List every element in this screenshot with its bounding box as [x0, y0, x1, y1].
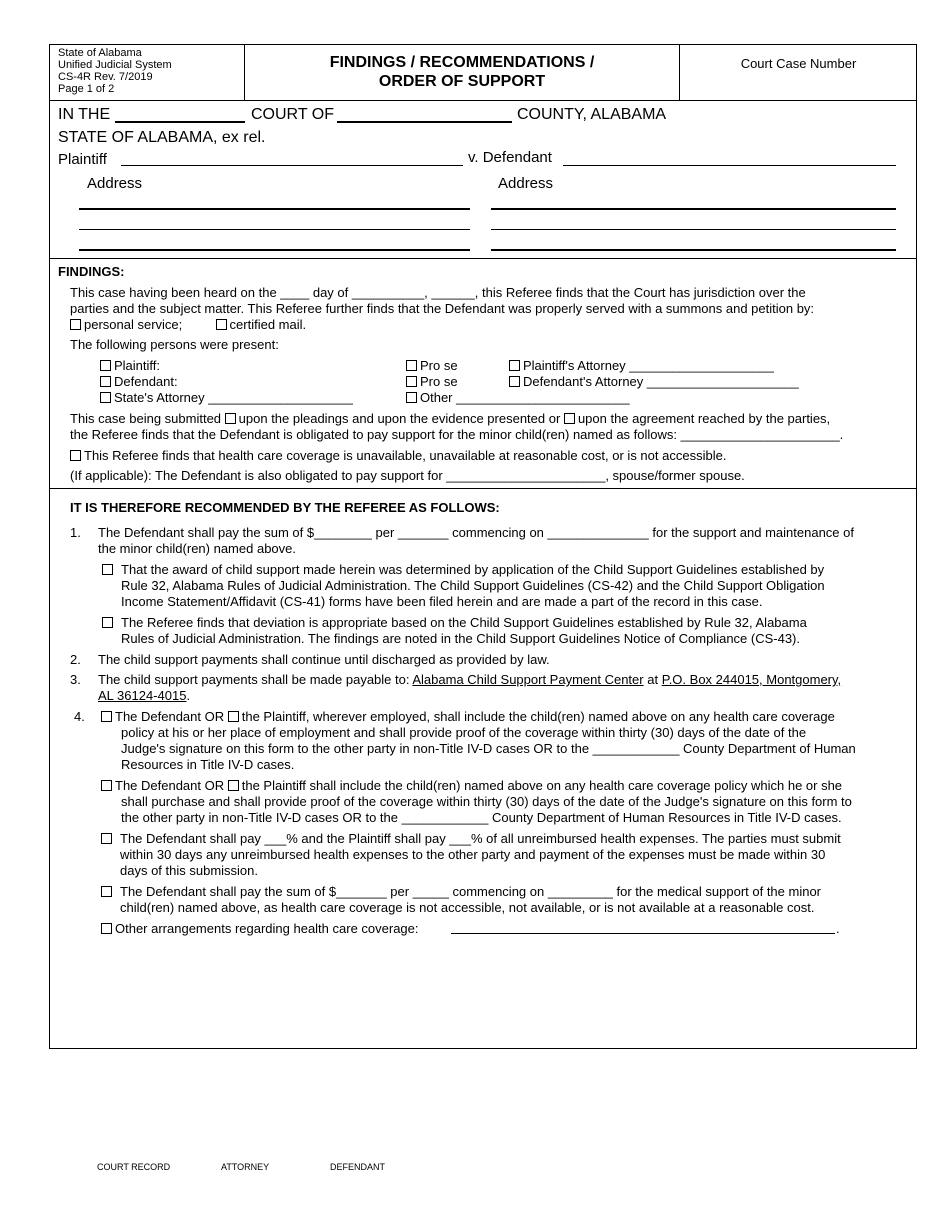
payment-address-line1: P.O. Box 244015, Montgomery,	[661, 672, 842, 687]
submitted-text-b: upon the pleadings and upon the evidence presented or	[238, 411, 561, 426]
page-number: Page 1 of 2	[58, 83, 115, 95]
item1b-line1: The Referee finds that deviation is appropriate based on the Child Support Guidelines established by Rule 32, Alabama	[121, 615, 807, 630]
personal-service-label: personal service;	[84, 317, 183, 332]
item1b	[102, 615, 116, 631]
present-intro: The following persons were present:	[70, 337, 279, 352]
pro-se-plaintiff	[406, 358, 458, 374]
item4c-line3: days of this submission.	[120, 863, 259, 878]
item4c-line2: within 30 days any unreimbursed health expenses to the other party and payment of the expenses must be made within 30	[120, 847, 826, 862]
in-the-label: IN THE	[58, 106, 111, 123]
personal-service-checkbox[interactable]	[70, 319, 81, 330]
item4c	[101, 831, 115, 847]
item3-pre: The child support payments shall be made payable to:	[98, 672, 410, 687]
court-of-label: COURT OF	[251, 106, 334, 123]
item1b-line2: Rules of Judicial Administration. The findings are noted in the Child Support Guidelines Notice of Compliance (CS-43).	[121, 631, 801, 646]
plaintiffs-attorney-checkbox[interactable]	[509, 360, 520, 371]
plaintiff-label: Plaintiff	[58, 151, 107, 168]
item4a-line3: Judge's signature on this form to the other party in non-Title IV-D cases OR to the ____________ County Department of Human	[121, 741, 856, 756]
certified-mail-checkbox[interactable]	[216, 319, 227, 330]
header-info	[58, 47, 172, 95]
title-line2: ORDER OF SUPPORT	[378, 73, 546, 90]
payment-center-name: Alabama Child Support Payment Center	[412, 672, 644, 687]
page-title	[245, 53, 679, 91]
item4a-defendant-label: The Defendant OR	[115, 709, 225, 724]
certified-mail-label: certified mail.	[229, 317, 307, 332]
plaintiff-field[interactable]	[121, 165, 463, 166]
pleadings-evidence-checkbox[interactable]	[225, 413, 236, 424]
defendant-address-label: Address	[498, 175, 554, 192]
item4e	[101, 921, 419, 937]
county-label: COUNTY, ALABAMA	[517, 106, 667, 123]
item4a-line4: Resources in Title IV-D cases.	[121, 757, 295, 772]
states-attorney-checkbox[interactable]	[100, 392, 111, 403]
item4b-defendant-label: The Defendant OR	[115, 778, 225, 793]
defendant-present-label: Defendant:	[114, 374, 178, 389]
plaintiff-present-label: Plaintiff:	[114, 358, 161, 373]
item4-number: 4.	[74, 709, 85, 724]
header-divider-2	[679, 44, 680, 100]
item4b-plaintiff-checkbox[interactable]	[228, 780, 239, 791]
footer-court-record: COURT RECORD	[97, 1162, 171, 1172]
defendants-attorney-checkbox[interactable]	[509, 376, 520, 387]
pro-se-defendant-label: Pro se	[420, 374, 458, 389]
item3-line1	[98, 672, 841, 688]
title-line1: FINDINGS / RECOMMENDATIONS /	[329, 54, 595, 71]
item4c-line1: The Defendant shall pay ___% and the Plaintiff shall pay ___% of all unreimbursed health expenses. The parties must submit	[120, 831, 841, 846]
recommend-heading: IT IS THEREFORE RECOMMENDED BY THE REFEREE AS FOLLOWS:	[70, 500, 500, 515]
footer-attorney: ATTORNEY	[221, 1162, 270, 1172]
medical-support-checkbox[interactable]	[101, 886, 112, 897]
item4d-line2: child(ren) named above, as health care coverage is not accessible, not available, or is not available at a reasonable cost.	[120, 900, 815, 915]
item1a-line3: Income Statement/Affidavit (CS-41) forms have been filed herein and are made a part of the record in this case.	[121, 594, 763, 609]
item4b-plaintiff-text: the Plaintiff shall include the child(ren) named above on any health care coverage policy which he or she	[241, 778, 843, 793]
item4a-plaintiff-checkbox[interactable]	[228, 711, 239, 722]
plaintiff-address-line-2[interactable]	[79, 229, 470, 230]
plaintiffs-attorney-label: Plaintiff's Attorney ____________________	[523, 358, 774, 373]
deviation-checkbox[interactable]	[102, 617, 113, 628]
item4a-line2: policy at his or her place of employment and shall provide proof of the coverage within thirty (30) days of the date of the	[121, 725, 807, 740]
findings-separator	[49, 488, 917, 489]
present-defendants-attorney	[509, 374, 799, 390]
court-type-field[interactable]	[115, 121, 245, 123]
item1a	[102, 562, 116, 578]
present-plaintiffs-attorney	[509, 358, 774, 374]
unreimbursed-expenses-checkbox[interactable]	[101, 833, 112, 844]
submitted-line1	[70, 411, 830, 427]
states-attorney-label: State's Attorney ____________________	[114, 390, 353, 405]
item3-end: .	[186, 688, 191, 703]
plaintiff-present-checkbox[interactable]	[100, 360, 111, 371]
header-separator	[49, 100, 917, 101]
plaintiff-address-line-1[interactable]	[79, 208, 470, 210]
item2-text: The child support payments shall continue until discharged as provided by law.	[98, 652, 550, 667]
pro-se-defendant-checkbox[interactable]	[406, 376, 417, 387]
other-present-label: Other ________________________	[420, 390, 630, 405]
other-arrangements-end: .	[836, 921, 840, 936]
agreement-checkbox[interactable]	[564, 413, 575, 424]
present-defendant	[100, 374, 178, 390]
item4b-line3: the other party in non-Title IV-D cases OR to the ____________ County Department of Human Resources in Title IV-D cases.	[121, 810, 842, 825]
org-line2: Unified Judicial System	[58, 59, 172, 71]
submitted-line2: the Referee finds that the Defendant is obligated to pay support for the minor child(ren) named as follows: ______________________.	[70, 427, 844, 442]
service-options	[70, 317, 306, 333]
form-id: CS-4R Rev. 7/2019	[58, 71, 153, 83]
findings-heading: FINDINGS:	[58, 264, 125, 279]
spouse-support-line: (If applicable): The Defendant is also obligated to pay support for ______________________, spouse/former spouse.	[70, 468, 745, 483]
item4b-defendant-checkbox[interactable]	[101, 780, 112, 791]
item1-line1: The Defendant shall pay the sum of $________ per _______ commencing on ______________ for the support and maintenance of	[98, 525, 854, 540]
coverage-finding-text: This Referee finds that health care coverage is unavailable, unavailable at reasonable cost, or is not accessible.	[84, 448, 727, 463]
item1-number: 1.	[70, 525, 81, 540]
defendant-field[interactable]	[563, 165, 896, 166]
item4d	[101, 884, 115, 900]
item4b-line1	[101, 778, 842, 794]
pro-se-plaintiff-checkbox[interactable]	[406, 360, 417, 371]
plaintiff-address-label: Address	[87, 175, 143, 192]
item3-line2	[98, 688, 190, 704]
defendant-address-line-3[interactable]	[491, 249, 896, 251]
other-arrangements-checkbox[interactable]	[101, 923, 112, 934]
plaintiff-address-line-3[interactable]	[79, 249, 470, 251]
pro-se-defendant	[406, 374, 458, 390]
item1-line2: the minor child(ren) named above.	[98, 541, 296, 556]
pro-se-plaintiff-label: Pro se	[420, 358, 458, 373]
item4a-defendant-checkbox[interactable]	[101, 711, 112, 722]
item1a-line2: Rule 32, Alabama Rules of Judicial Administration. The Child Support Guidelines (CS-42) and the Child Support Obligation	[121, 578, 825, 593]
item2-number: 2.	[70, 652, 81, 667]
item4b-line2: shall purchase and shall provide proof of the coverage within thirty (30) days of the date of the Judge's signature on this form to	[121, 794, 852, 809]
org-line1: State of Alabama	[58, 47, 142, 59]
findings-para1-line1: This case having been heard on the ____ day of __________, ______, this Referee finds that the Court has jurisdiction over the	[70, 285, 806, 300]
defendants-attorney-label: Defendant's Attorney _____________________	[523, 374, 799, 389]
footer-defendant: DEFENDANT	[330, 1162, 386, 1172]
item4a-line1	[101, 709, 835, 725]
guidelines-applied-checkbox[interactable]	[102, 564, 113, 575]
other-arrangements-field[interactable]	[451, 933, 835, 934]
county-field[interactable]	[337, 121, 512, 123]
case-number-label: Court Case Number	[740, 56, 857, 71]
submitted-text-a: This case being submitted	[70, 411, 222, 426]
submitted-text-c: upon the agreement reached by the parties,	[577, 411, 831, 426]
item4d-line1: The Defendant shall pay the sum of $_______ per _____ commencing on _________ for the medical support of the minor	[120, 884, 822, 899]
state-ex-rel: STATE OF ALABAMA, ex rel.	[58, 129, 266, 146]
item1a-line1: That the award of child support made herein was determined by application of the Child Support Guidelines established by	[121, 562, 825, 577]
coverage-finding	[70, 448, 726, 464]
present-states-attorney	[100, 390, 353, 406]
defendant-present-checkbox[interactable]	[100, 376, 111, 387]
payment-address-line2: AL 36124-4015	[98, 688, 187, 703]
defendant-address-line-2[interactable]	[491, 229, 896, 230]
item3-at: at	[647, 672, 659, 687]
parties-separator	[49, 258, 917, 259]
other-present-checkbox[interactable]	[406, 392, 417, 403]
item4a-plaintiff-text: the Plaintiff, wherever employed, shall include the child(ren) named above on any health care coverage	[241, 709, 835, 724]
coverage-unavailable-checkbox[interactable]	[70, 450, 81, 461]
present-other	[406, 390, 630, 406]
findings-para1-line2: parties and the subject matter. This Referee further finds that the Defendant was properly served with a summons and petition by:	[70, 301, 815, 316]
present-plaintiff	[100, 358, 160, 374]
defendant-address-line-1[interactable]	[491, 208, 896, 210]
item3-number: 3.	[70, 672, 81, 687]
defendant-label: v. Defendant	[468, 149, 552, 166]
other-arrangements-label: Other arrangements regarding health care coverage:	[115, 921, 419, 936]
